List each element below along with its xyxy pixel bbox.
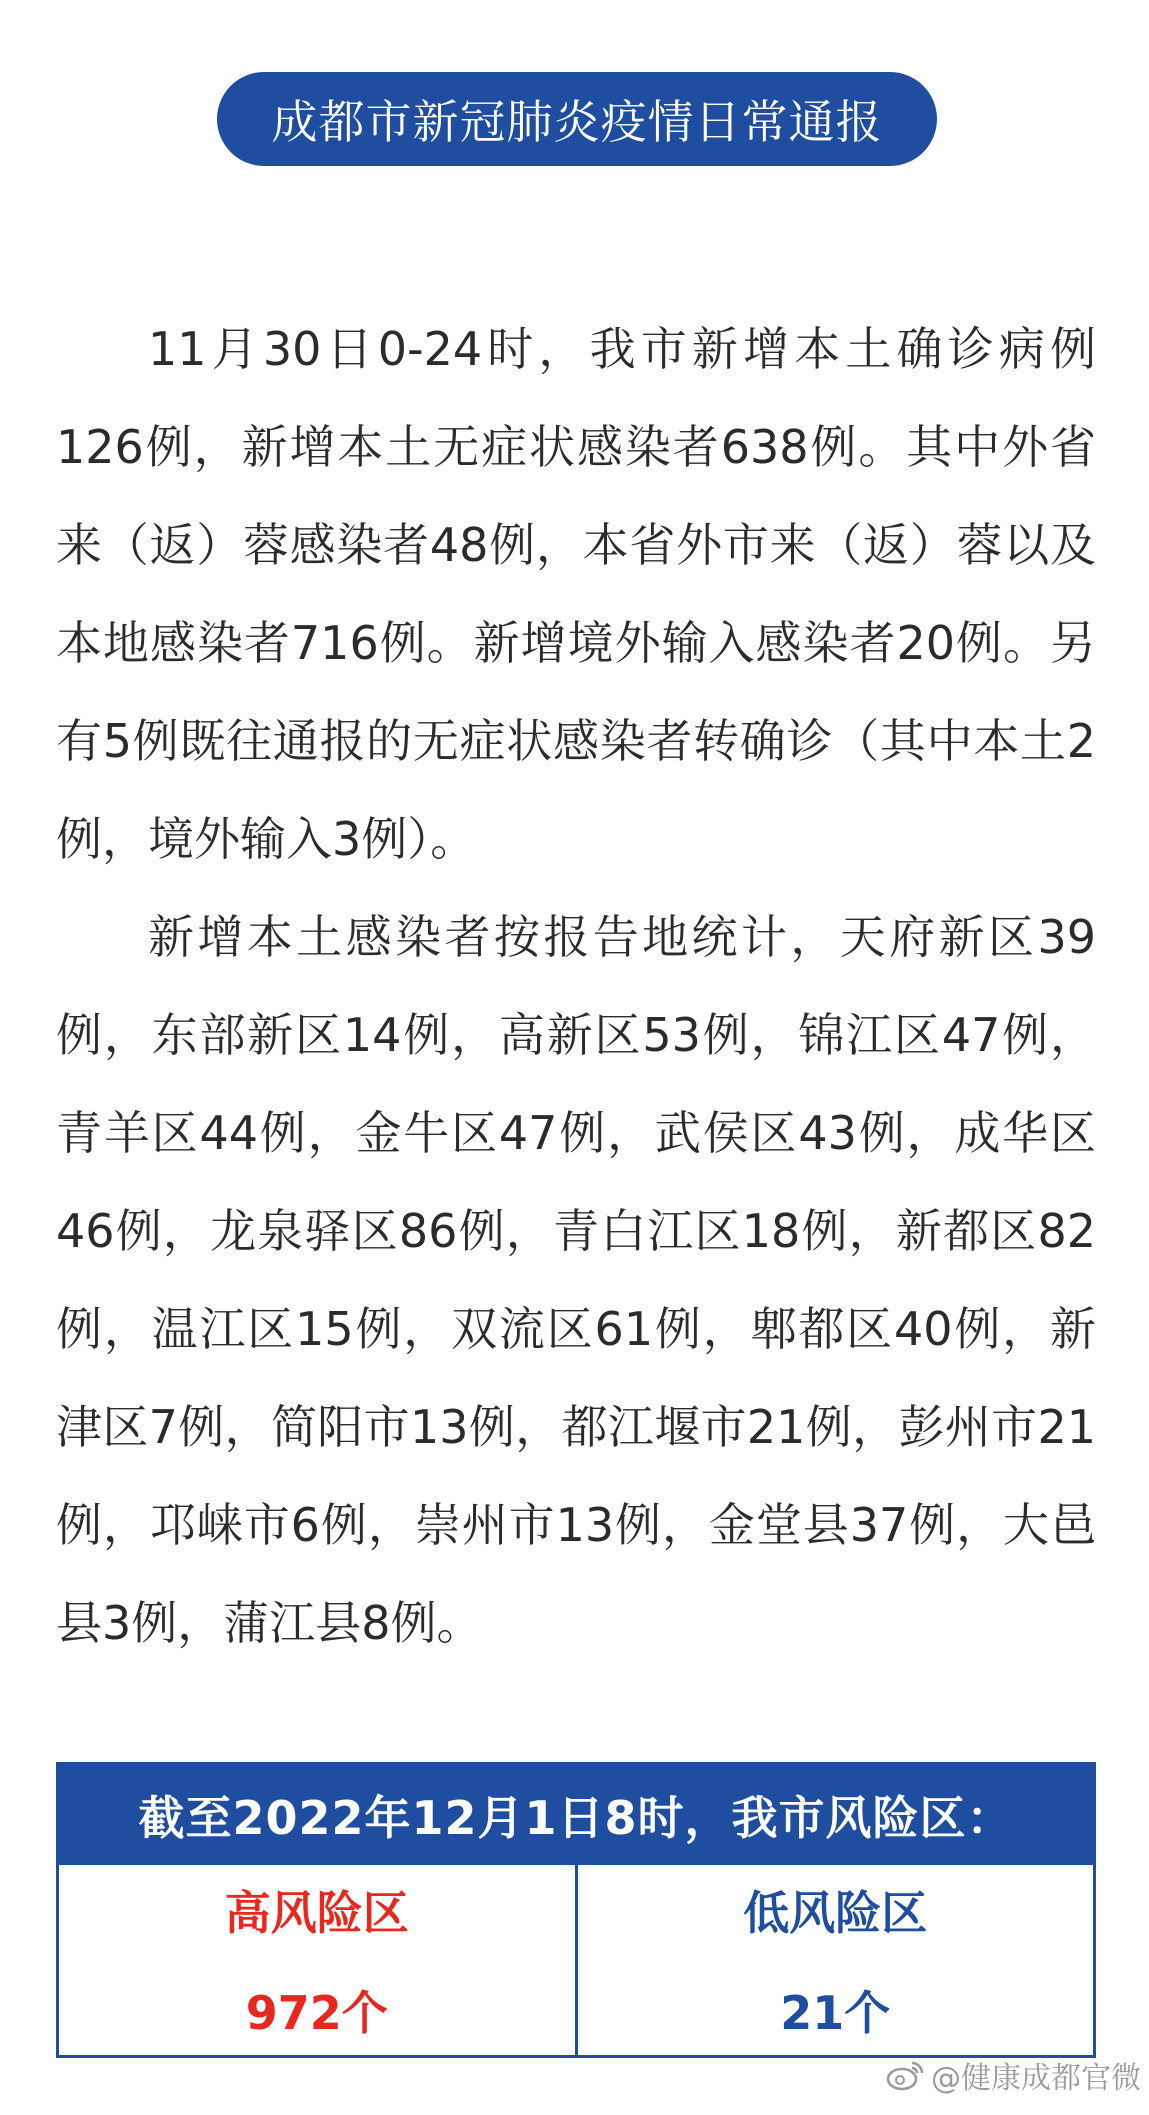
risk-area-table	[56, 1762, 1096, 2058]
report-paragraph-summary: 11月30日0-24时，我市新增本土确诊病例126例，新增本土无症状感染者638例。其中外省来（返）蓉感染者48例，本省外市来（返）蓉以及本地感染者716例。新增境外输入感染者20例。另有5例既往通报的无症状感染者转确诊（其中本土2例，境外输入3例）。	[56, 322, 1096, 866]
weibo-icon	[885, 2059, 925, 2091]
low-risk-count: 21个	[780, 1986, 891, 2040]
watermark-text: @健康成都官微	[931, 2061, 1141, 2096]
low-risk-label: 低风险区	[743, 1886, 928, 1940]
low-risk-cell	[575, 1865, 1094, 2055]
report-article	[56, 300, 1096, 1672]
risk-table-header: 截至2022年12月1日8时，我市风险区：	[59, 1765, 1093, 1865]
report-paragraph-districts: 新增本土感染者按报告地统计，天府新区39例，东部新区14例，高新区53例，锦江区47例，青羊区44例，金牛区47例，武侯区43例，成华区46例，龙泉驿区86例，青白江区18例，新都区82例，温江区15例，双流区61例，郫都区40例，新津区7例，简阳市13例，都江堰市21例，彭州市21例，邛崃市6例，崇州市13例，金堂县37例，大邑县3例，蒲江县8例。	[56, 910, 1096, 1650]
high-risk-cell	[59, 1865, 575, 2055]
page-title-banner	[217, 72, 937, 166]
risk-table-body	[59, 1865, 1093, 2055]
page-title: 成都市新冠肺炎疫情日常通报	[271, 95, 883, 149]
high-risk-count: 972个	[245, 1986, 388, 2040]
high-risk-label: 高风险区	[224, 1886, 409, 1940]
weibo-watermark	[885, 2053, 1141, 2097]
